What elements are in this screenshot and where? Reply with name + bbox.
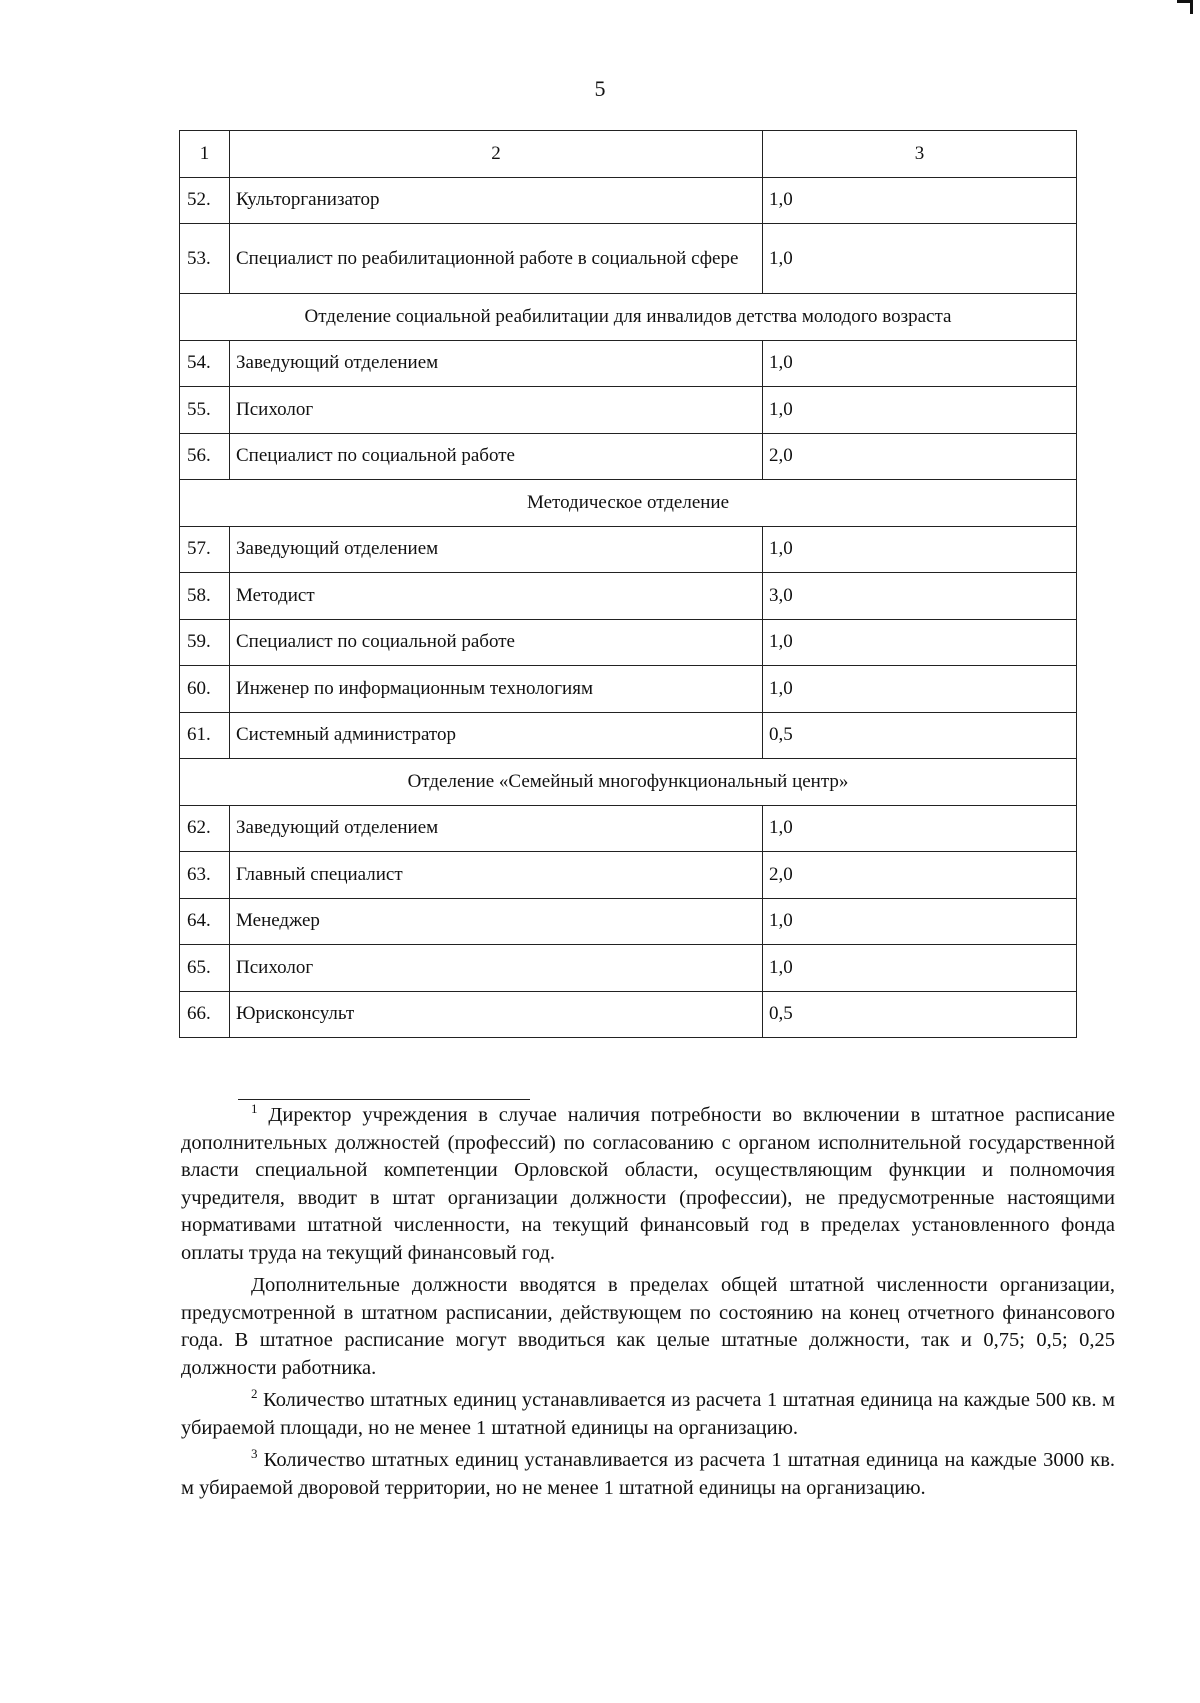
table-row [180, 573, 1077, 620]
footnote-text: Количество штатных единиц устанавливается из расчета 1 штатная единица на каждые 3000 кв. м убираемой дворовой территории, но не менее 1 штатной единицы на организацию. [181, 1449, 1115, 1499]
footnote-paragraph [181, 1102, 1115, 1267]
table-row [180, 433, 1077, 480]
position-name: Главный специалист [230, 852, 763, 899]
staffing-table-body [180, 131, 1077, 1038]
staff-units: 3,0 [763, 573, 1077, 620]
position-name: Специалист по реабилитационной работе в социальной сфере [230, 224, 763, 294]
column-header-units: 3 [763, 131, 1077, 178]
table-row [180, 387, 1077, 434]
row-number: 63. [180, 852, 230, 899]
staff-units: 0,5 [763, 712, 1077, 759]
position-name: Заведующий отделением [230, 526, 763, 573]
footnote-text: Дополнительные должности вводятся в пределах общей штатной численности организации, предусмотренной в штатном расписании, действующем по состоянию на конец отчетного финансового года. В штатное расписание могут вводиться как целые штатные должности, так и 0,75; 0,5; 0,25 должности работника. [181, 1274, 1115, 1379]
staff-units: 1,0 [763, 805, 1077, 852]
table-row [180, 619, 1077, 666]
staff-units: 1,0 [763, 898, 1077, 945]
row-number: 59. [180, 619, 230, 666]
section-header-row [180, 294, 1077, 341]
row-number: 58. [180, 573, 230, 620]
footnotes-block [181, 1102, 1115, 1507]
row-number: 57. [180, 526, 230, 573]
position-name: Заведующий отделением [230, 805, 763, 852]
position-name: Методист [230, 573, 763, 620]
staff-units: 0,5 [763, 991, 1077, 1038]
staff-units: 1,0 [763, 224, 1077, 294]
row-number: 62. [180, 805, 230, 852]
section-header-row [180, 480, 1077, 527]
table-row [180, 224, 1077, 294]
row-number: 52. [180, 177, 230, 224]
table-header-row [180, 131, 1077, 178]
staff-units: 1,0 [763, 666, 1077, 713]
row-number: 55. [180, 387, 230, 434]
footnote-separator [238, 1099, 530, 1100]
table-row [180, 526, 1077, 573]
footnote-mark: 1 [251, 1101, 258, 1116]
footnote-text: Директор учреждения в случае наличия потребности во включении в штатное расписание дополнительных должностей (профессий) по согласованию с органом исполнительной государственной власти специальной компетенции Орловской области, осуществляющим функции и полномочия учредителя, вводит в штат организации должности (профессии), не предусмотренные настоящими нормативами штатной численности, на текущий финансовый год в пределах установленного фонда оплаты труда на текущий финансовый год. [181, 1104, 1115, 1264]
position-name: Заведующий отделением [230, 340, 763, 387]
position-name: Психолог [230, 387, 763, 434]
position-name: Менеджер [230, 898, 763, 945]
footnote-mark: 3 [251, 1446, 258, 1461]
row-number: 64. [180, 898, 230, 945]
section-title: Методическое отделение [180, 480, 1077, 527]
row-number: 60. [180, 666, 230, 713]
staffing-table [179, 130, 1077, 1038]
staff-units: 2,0 [763, 433, 1077, 480]
footnote-text: Количество штатных единиц устанавливается из расчета 1 штатная единица на каждые 500 кв. м убираемой площади, но не менее 1 штатной единицы на организацию. [181, 1389, 1116, 1439]
table-row [180, 991, 1077, 1038]
staff-units: 1,0 [763, 340, 1077, 387]
row-number: 54. [180, 340, 230, 387]
footnote-paragraph [181, 1387, 1115, 1442]
table-row [180, 177, 1077, 224]
corner-registration-mark [1177, 0, 1193, 14]
table-row [180, 805, 1077, 852]
column-header-position: 2 [230, 131, 763, 178]
section-header-row [180, 759, 1077, 806]
position-name: Инженер по информационным технологиям [230, 666, 763, 713]
staff-units: 2,0 [763, 852, 1077, 899]
staff-units: 1,0 [763, 387, 1077, 434]
table-row [180, 945, 1077, 992]
table-row [180, 712, 1077, 759]
position-name: Юрисконсульт [230, 991, 763, 1038]
staff-units: 1,0 [763, 526, 1077, 573]
footnote-mark: 2 [251, 1386, 258, 1401]
section-title: Отделение социальной реабилитации для инвалидов детства молодого возраста [180, 294, 1077, 341]
table-row [180, 340, 1077, 387]
row-number: 53. [180, 224, 230, 294]
position-name: Специалист по социальной работе [230, 619, 763, 666]
footnote-paragraph [181, 1447, 1115, 1502]
section-title: Отделение «Семейный многофункциональный центр» [180, 759, 1077, 806]
table-row [180, 898, 1077, 945]
table-row [180, 852, 1077, 899]
row-number: 66. [180, 991, 230, 1038]
column-header-number: 1 [180, 131, 230, 178]
position-name: Психолог [230, 945, 763, 992]
row-number: 65. [180, 945, 230, 992]
position-name: Специалист по социальной работе [230, 433, 763, 480]
position-name: Культорганизатор [230, 177, 763, 224]
staff-units: 1,0 [763, 177, 1077, 224]
staff-units: 1,0 [763, 619, 1077, 666]
position-name: Системный администратор [230, 712, 763, 759]
page-number: 5 [594, 76, 606, 101]
row-number: 56. [180, 433, 230, 480]
staff-units: 1,0 [763, 945, 1077, 992]
table-row [180, 666, 1077, 713]
row-number: 61. [180, 712, 230, 759]
footnote-paragraph [181, 1272, 1115, 1382]
